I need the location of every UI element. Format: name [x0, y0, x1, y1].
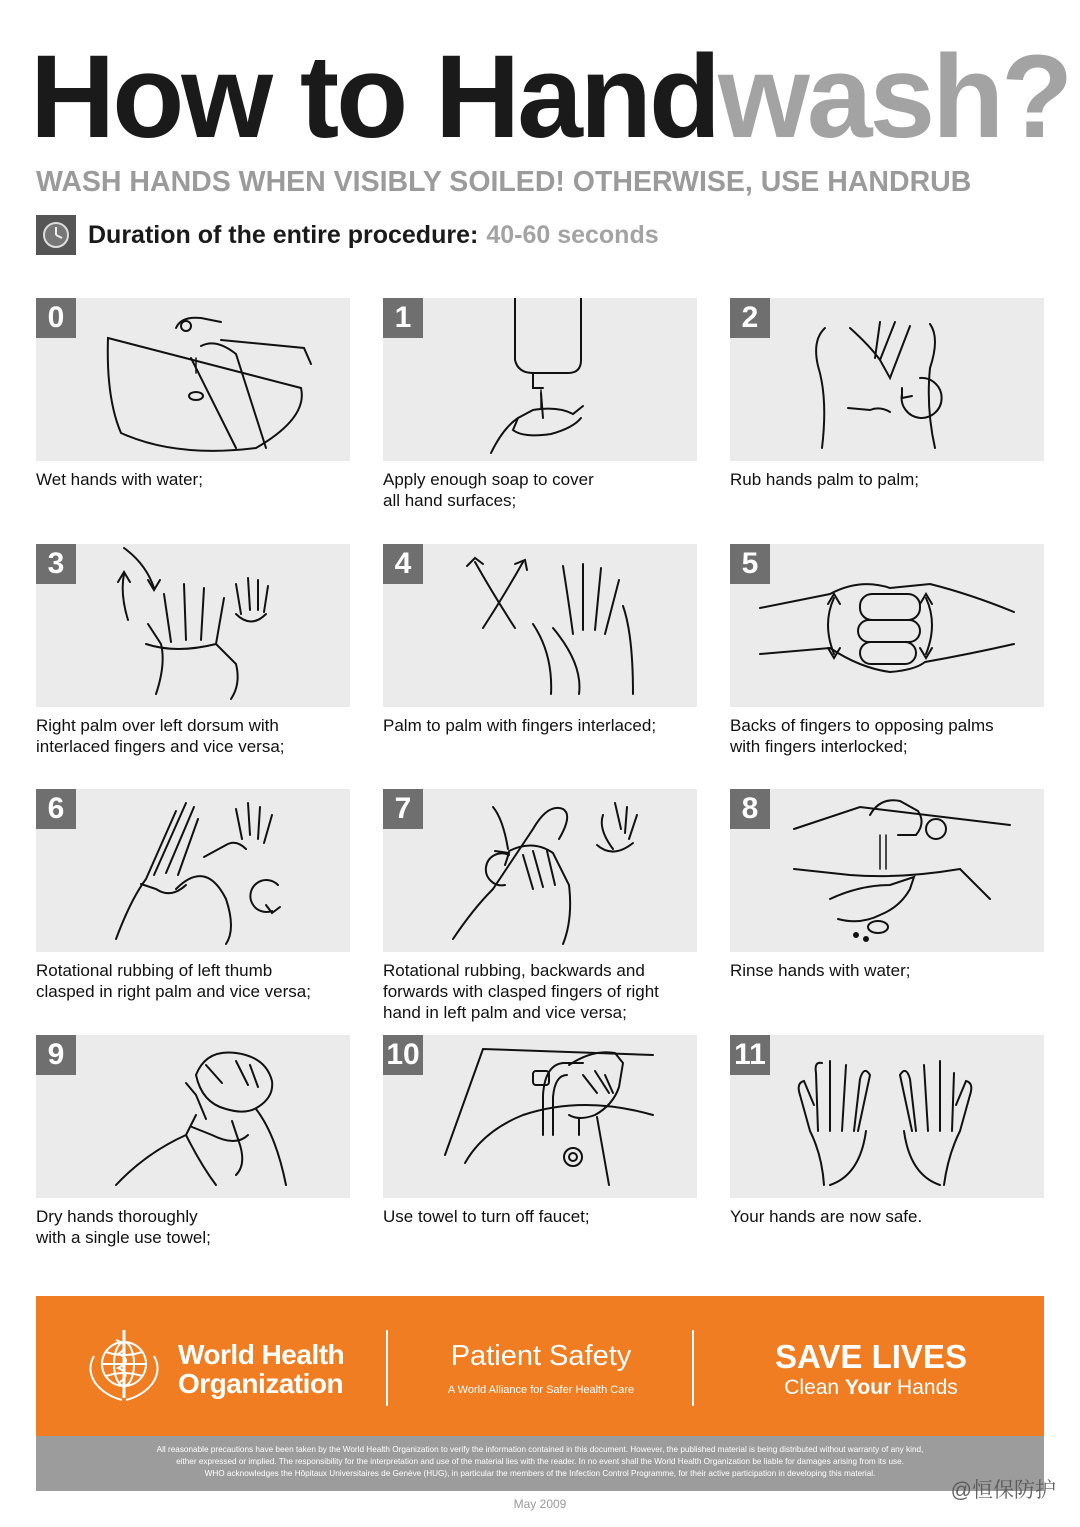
- step-7-number: 7: [383, 789, 423, 829]
- step-3-number: 3: [36, 544, 76, 584]
- page-title: [30, 31, 1071, 163]
- step-10-number: 10: [383, 1035, 423, 1075]
- publication-date: May 2009: [513, 1497, 567, 1511]
- thumb-rubbing-illustration: [36, 789, 350, 952]
- step-2-panel: [730, 298, 1044, 461]
- step-1: [383, 298, 697, 511]
- step-11-caption: Your hands are now safe.: [730, 1207, 923, 1226]
- step-9-number: 9: [36, 1035, 76, 1075]
- fingers-interlocked-illustration: [730, 544, 1044, 707]
- save-lives-title: SAVE LIVES: [775, 1338, 967, 1375]
- patient-safety-title: Patient Safety: [450, 1340, 632, 1372]
- step-6-number: 6: [36, 789, 76, 829]
- slogan-your: Your: [844, 1376, 892, 1399]
- step-6-caption: Rotational rubbing of left thumb clasped in right palm and vice versa;: [36, 961, 311, 1001]
- step-5-number: 5: [730, 544, 770, 584]
- clock-icon: [36, 215, 76, 255]
- disclaimer-line: WHO acknowledges the Hôpitaux Universitaires de Genève (HUG), in particular the members of the Infection Control Programme, for their active participation in developing this material.: [204, 1469, 876, 1478]
- step-7: [383, 789, 697, 1023]
- title-part-wash: wash?: [718, 31, 1071, 163]
- duration-row: [36, 215, 659, 255]
- step-11-panel: [730, 1035, 1044, 1198]
- step-8-caption: Rinse hands with water;: [730, 961, 911, 980]
- soap-dispenser-illustration: [383, 298, 697, 461]
- duration-value: 40-60 seconds: [486, 220, 659, 249]
- step-0-number: 0: [36, 298, 76, 338]
- step-2: [730, 298, 1044, 490]
- step-10: [383, 1035, 697, 1227]
- step-8-number: 8: [730, 789, 770, 829]
- step-3: [36, 544, 350, 757]
- step-10-panel: [383, 1035, 697, 1198]
- step-10-caption: Use towel to turn off faucet;: [383, 1207, 590, 1226]
- wet-hands-at-sink-illustration: [36, 298, 350, 461]
- step-1-caption: Apply enough soap to cover all hand surfaces;: [383, 470, 594, 510]
- towel-drying-illustration: [36, 1035, 350, 1198]
- clean-your-hands-slogan: [736, 1376, 1006, 1400]
- step-11-number: 11: [730, 1035, 770, 1075]
- step-6: [36, 789, 350, 1002]
- who-emblem-icon: [82, 1326, 166, 1411]
- step-9-panel: [36, 1035, 350, 1198]
- watermark: @恒保防护: [950, 1479, 1056, 1502]
- subtitle: WASH HANDS WHEN VISIBLY SOILED! OTHERWISE, USE HANDRUB: [36, 166, 972, 198]
- footer-banner: [36, 1296, 1044, 1436]
- towel-faucet-illustration: [383, 1035, 697, 1198]
- who-organization-name: World Health Organization: [178, 1339, 345, 1399]
- step-4-panel: [383, 544, 697, 707]
- clean-hands-illustration: [730, 1035, 1044, 1198]
- step-1-panel: [383, 298, 697, 461]
- step-7-panel: [383, 789, 697, 952]
- step-11: [730, 1035, 1044, 1227]
- step-0: [36, 298, 350, 490]
- step-5-caption: Backs of fingers to opposing palms with fingers interlocked;: [730, 716, 994, 756]
- disclaimer-bar: [36, 1436, 1044, 1491]
- duration-label: Duration of the entire procedure:: [88, 220, 479, 249]
- step-5: [730, 544, 1044, 757]
- slogan-post: Hands: [891, 1376, 958, 1399]
- step-8-panel: [730, 789, 1044, 952]
- palm-to-palm-illustration: [730, 298, 1044, 461]
- step-6-panel: [36, 789, 350, 952]
- step-0-panel: [36, 298, 350, 461]
- step-2-caption: Rub hands palm to palm;: [730, 470, 919, 489]
- step-1-number: 1: [383, 298, 423, 338]
- step-5-panel: [730, 544, 1044, 707]
- footer-divider: [692, 1330, 694, 1406]
- disclaimer-line: All reasonable precautions have been taken by the World Health Organization to verify the information contained in this document. However, the published material is being distributed without warranty of any kind,: [156, 1445, 924, 1454]
- step-9: [36, 1035, 350, 1248]
- step-3-panel: [36, 544, 350, 707]
- step-4-number: 4: [383, 544, 423, 584]
- palm-over-dorsum-illustration: [36, 544, 350, 707]
- disclaimer-line: either expressed or implied. The responsibility for the interpretation and use of the material lies with the reader. In no event shall the World Health Organization be liable for damages arising from its use.: [176, 1457, 904, 1466]
- step-8: [730, 789, 1044, 981]
- fingertips-rubbing-illustration: [383, 789, 697, 952]
- title-part-hand: How to Hand: [30, 31, 719, 163]
- fingers-interlaced-illustration: [383, 544, 697, 707]
- step-4: [383, 544, 697, 736]
- rinse-hands-illustration: [730, 789, 1044, 952]
- step-4-caption: Palm to palm with fingers interlaced;: [383, 716, 657, 735]
- step-7-caption: Rotational rubbing, backwards and forwards with clasped fingers of right hand in left palm and vice versa;: [383, 961, 659, 1022]
- step-3-caption: Right palm over left dorsum with interlaced fingers and vice versa;: [36, 716, 285, 756]
- slogan-pre: Clean: [784, 1376, 845, 1399]
- step-2-number: 2: [730, 298, 770, 338]
- step-0-caption: Wet hands with water;: [36, 470, 203, 489]
- step-9-caption: Dry hands thoroughly with a single use towel;: [36, 1207, 211, 1247]
- patient-safety-subtitle: A World Alliance for Safer Health Care: [447, 1384, 635, 1396]
